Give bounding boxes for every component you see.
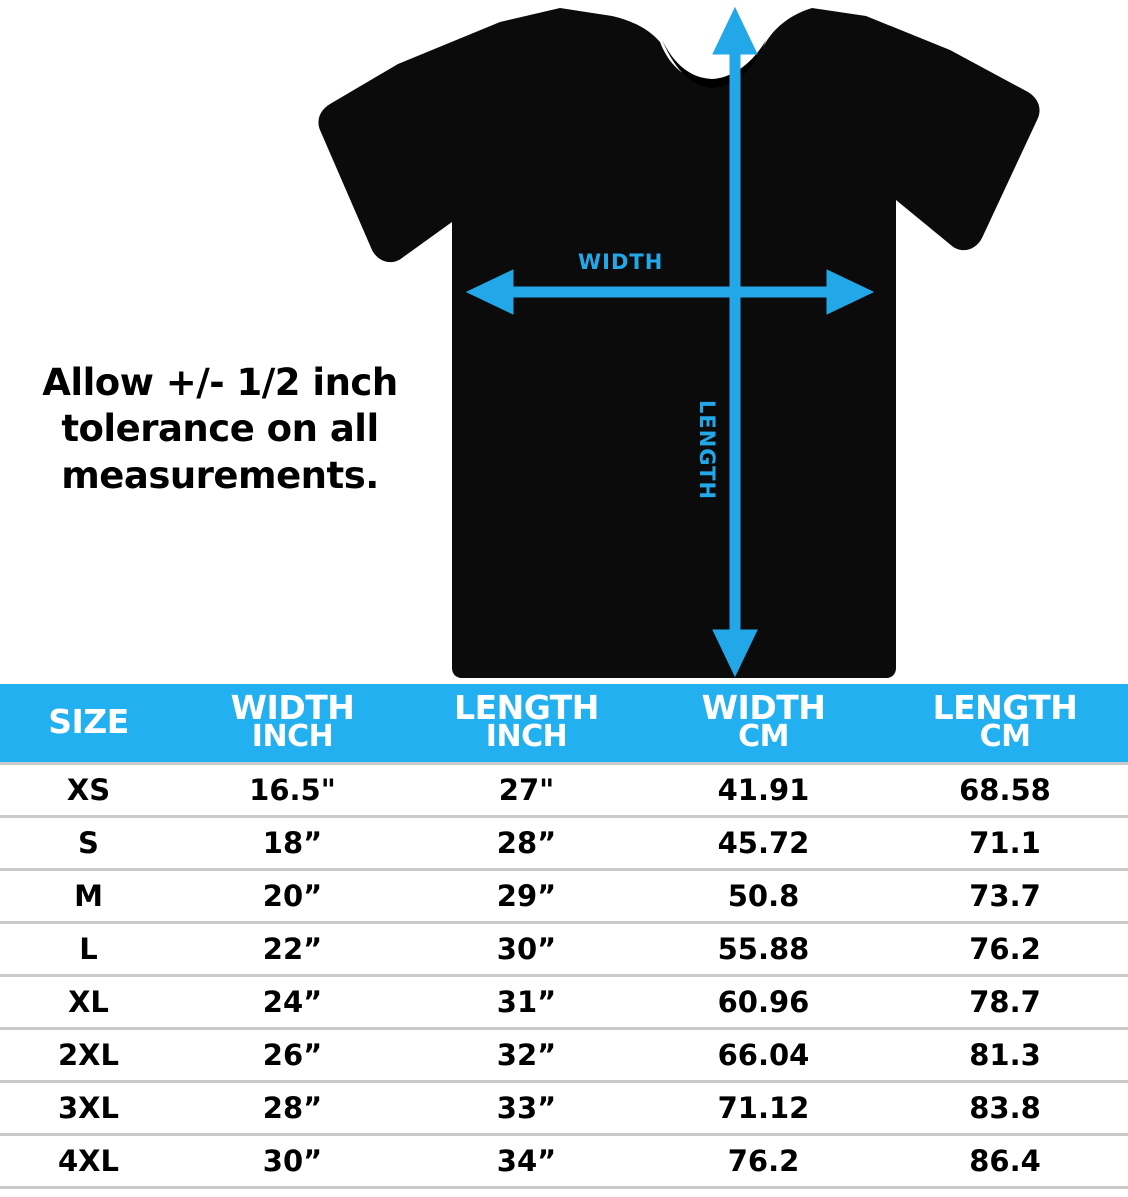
cell-length-inch: 31” — [408, 975, 645, 1028]
cell-length-cm: 81.3 — [882, 1028, 1128, 1081]
table-row — [0, 869, 1128, 922]
cell-width-cm: 60.96 — [645, 975, 882, 1028]
cell-length-inch: 27" — [408, 763, 645, 816]
tshirt-shape — [318, 8, 1039, 678]
column-header-width-inch-title: WIDTH — [230, 688, 355, 727]
cell-width-cm: 71.12 — [645, 1081, 882, 1134]
table-header-row — [0, 684, 1128, 763]
cell-size: 2XL — [0, 1028, 177, 1081]
cell-width-inch: 22” — [177, 922, 408, 975]
width-label: WIDTH — [578, 250, 664, 274]
cell-size: XS — [0, 763, 177, 816]
cell-width-cm: 76.2 — [645, 1134, 882, 1187]
table-row — [0, 763, 1128, 816]
cell-width-inch: 30” — [177, 1134, 408, 1187]
cell-width-cm: 66.04 — [645, 1028, 882, 1081]
cell-size: M — [0, 869, 177, 922]
column-header-width-cm-title: WIDTH — [701, 688, 826, 727]
table-row — [0, 975, 1128, 1028]
table-row — [0, 816, 1128, 869]
cell-width-inch: 18” — [177, 816, 408, 869]
cell-length-inch: 33” — [408, 1081, 645, 1134]
cell-length-cm: 68.58 — [882, 763, 1128, 816]
cell-size: 4XL — [0, 1134, 177, 1187]
size-chart-table — [0, 684, 1128, 1189]
table-row — [0, 1081, 1128, 1134]
cell-length-inch: 29” — [408, 869, 645, 922]
column-header-length-inch-title: LENGTH — [454, 688, 599, 727]
cell-width-inch: 24” — [177, 975, 408, 1028]
cell-length-cm: 86.4 — [882, 1134, 1128, 1187]
cell-width-cm: 41.91 — [645, 763, 882, 816]
cell-width-inch: 26” — [177, 1028, 408, 1081]
cell-length-inch: 34” — [408, 1134, 645, 1187]
cell-width-cm: 50.8 — [645, 869, 882, 922]
column-header-width-cm-sub: CM — [738, 719, 789, 755]
table-row — [0, 1028, 1128, 1081]
tolerance-note: Allow +/- 1/2 inch tolerance on all measurements. — [42, 361, 398, 497]
column-header-length-cm-title: LENGTH — [932, 688, 1078, 727]
cell-length-cm: 73.7 — [882, 869, 1128, 922]
column-header-length-cm — [882, 684, 1128, 763]
column-header-width-cm — [645, 684, 882, 763]
cell-width-inch: 16.5" — [177, 763, 408, 816]
column-header-length-cm-sub: CM — [979, 719, 1031, 755]
cell-length-cm: 83.8 — [882, 1081, 1128, 1134]
column-header-length-inch — [408, 684, 645, 763]
table-row — [0, 922, 1128, 975]
length-label: LENGTH — [695, 400, 719, 501]
cell-length-inch: 32” — [408, 1028, 645, 1081]
column-header-size-title: SIZE — [48, 702, 129, 742]
table-row — [0, 1134, 1128, 1187]
cell-size: L — [0, 922, 177, 975]
cell-width-inch: 28” — [177, 1081, 408, 1134]
cell-length-cm: 76.2 — [882, 922, 1128, 975]
column-header-size — [0, 684, 177, 763]
column-header-width-inch-sub: INCH — [251, 719, 334, 755]
cell-size: S — [0, 816, 177, 869]
cell-size: XL — [0, 975, 177, 1028]
cell-length-cm: 78.7 — [882, 975, 1128, 1028]
column-header-length-inch-sub: INCH — [485, 719, 568, 755]
cell-length-inch: 30” — [408, 922, 645, 975]
cell-width-inch: 20” — [177, 869, 408, 922]
cell-width-cm: 45.72 — [645, 816, 882, 869]
column-header-width-inch — [177, 684, 408, 763]
cell-width-cm: 55.88 — [645, 922, 882, 975]
cell-length-cm: 71.1 — [882, 816, 1128, 869]
cell-size: 3XL — [0, 1081, 177, 1134]
cell-length-inch: 28” — [408, 816, 645, 869]
